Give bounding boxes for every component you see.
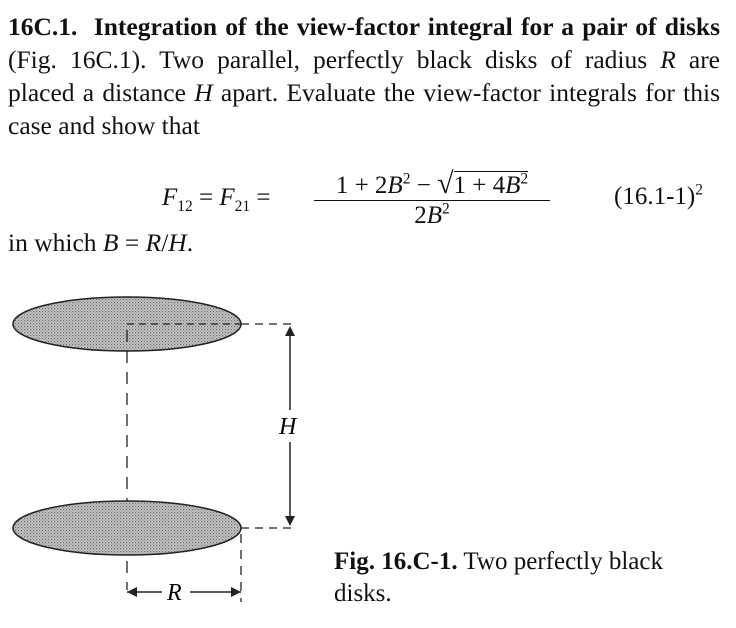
- equation-fraction: [312, 167, 552, 231]
- equation-number: $(16.1-1)^2$: [614, 181, 703, 210]
- problem-statement: [8, 10, 720, 142]
- caption-text: Two perfectly black disks.: [334, 548, 663, 607]
- equation-lhs: $F_{12} = F_{21}$ =: [162, 184, 271, 215]
- h-label: H: [279, 414, 297, 440]
- problem-text-2: are placed a distance: [8, 45, 721, 107]
- r-arrow-left: [127, 587, 137, 597]
- problem-text-3: apart. Evaluate the view-factor integrals for this case and show that: [8, 78, 721, 140]
- equation-denominator: $2B^2$: [414, 200, 450, 229]
- figure-reference: (Fig. 16C.1).: [8, 45, 147, 74]
- problem-text-1: Two parallel, perfectly black disks of radius: [159, 45, 648, 74]
- h-arrow-down: [285, 516, 295, 526]
- var-H: H: [194, 78, 213, 107]
- h-arrow-up: [285, 326, 295, 336]
- var-R: R: [660, 45, 676, 74]
- r-arrow-right: [231, 587, 241, 597]
- figure-caption: [334, 546, 694, 610]
- bottom-disk: [13, 501, 241, 555]
- definition-line: in which B = R/H.: [8, 228, 194, 257]
- problem-title: Integration of the view-factor integral for a pair of disks: [93, 12, 720, 41]
- problem-number: 16C.1.: [8, 12, 78, 41]
- sqrt-symbol: √: [437, 167, 454, 200]
- r-label: R: [167, 580, 182, 606]
- disks-figure: [0, 290, 330, 620]
- caption-label: Fig. 16.C-1.: [334, 548, 458, 575]
- equation-numerator: $1 + 2B^2 - √1 + 4B^2$: [335, 167, 529, 200]
